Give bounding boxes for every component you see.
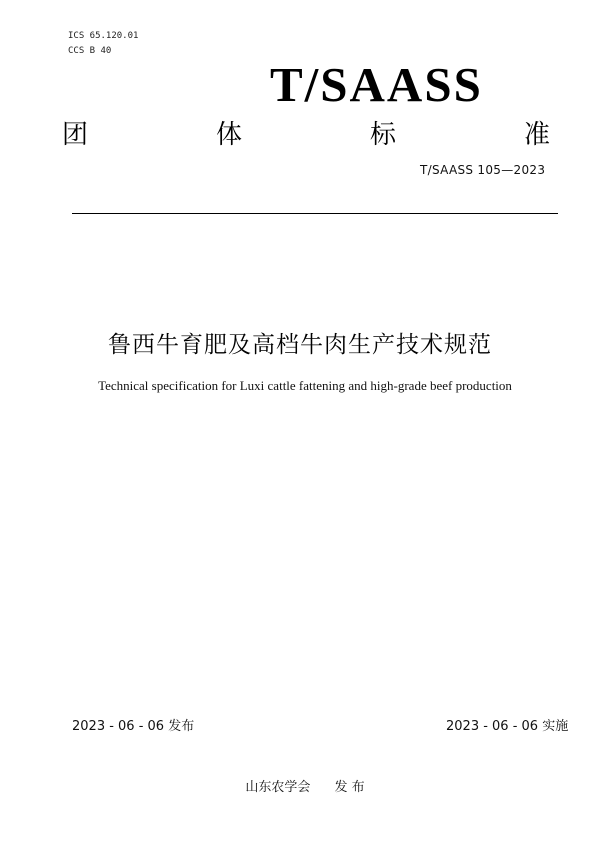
publisher-line xyxy=(0,776,600,795)
publisher-action: 发 布 xyxy=(334,780,365,795)
standard-type-char: 准 xyxy=(523,120,550,150)
classification-codes xyxy=(68,29,138,59)
document-title-cn: 鲁西牛育肥及高档牛肉生产技术规范 xyxy=(108,332,492,358)
standard-logo: T/SAASS xyxy=(270,57,483,112)
standard-type-char: 体 xyxy=(215,120,242,150)
standard-type xyxy=(62,114,550,151)
publisher-name: 山东农学会 xyxy=(245,780,311,795)
document-title-en: Technical specification for Luxi cattle fattening and high-grade beef production xyxy=(98,378,512,393)
standard-number: T/SAASS 105—2023 xyxy=(420,163,546,177)
implement-date: 2023 - 06 - 06 实施 xyxy=(446,719,569,734)
publish-date: 2023 - 06 - 06 发布 xyxy=(72,719,195,734)
standard-type-char: 团 xyxy=(62,120,89,150)
standard-type-char: 标 xyxy=(369,120,396,150)
ccs-code: CCS B 40 xyxy=(68,46,112,56)
ics-code: ICS 65.120.01 xyxy=(68,31,139,41)
header-divider xyxy=(72,213,558,214)
